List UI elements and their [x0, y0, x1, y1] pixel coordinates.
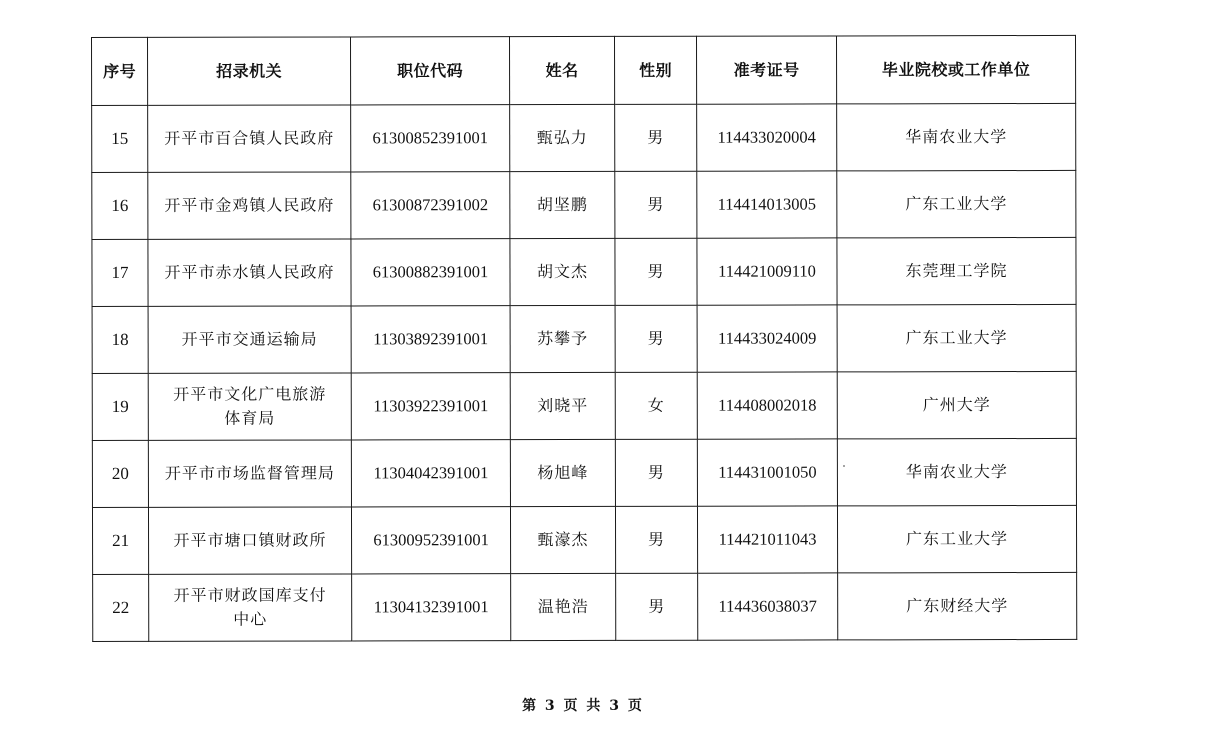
table-body	[92, 103, 1077, 641]
cell-position-code: 61300952391001	[351, 507, 510, 574]
table-row	[92, 371, 1076, 440]
cell-position-code: 61300872391002	[351, 172, 510, 239]
cell-agency	[148, 373, 351, 440]
cell-gender: 男	[615, 439, 697, 506]
agency-line: 开平市塘口镇财政所	[173, 530, 327, 550]
cell-name: 杨旭峰	[510, 439, 615, 506]
agency-line: 开平市市场监督管理局	[164, 463, 335, 483]
cell-name: 温艳浩	[511, 573, 616, 640]
cell-gender: 男	[615, 305, 697, 372]
cell-name: 甄弘力	[510, 104, 615, 171]
header-exam-id: 准考证号	[696, 36, 836, 104]
cell-school: 广州大学	[837, 371, 1076, 439]
cell-school: 广东财经大学	[838, 572, 1077, 640]
cell-seq: 17	[92, 239, 148, 306]
cell-exam-id: 114436038037	[698, 573, 838, 640]
cell-agency	[148, 105, 351, 172]
cell-school: 广东工业大学	[837, 505, 1076, 573]
header-agency: 招录机关	[148, 37, 351, 105]
cell-school: 华南农业大学	[837, 103, 1076, 171]
cell-gender: 男	[615, 171, 697, 238]
cell-school: 广东工业大学	[837, 304, 1076, 372]
cell-name: 胡文杰	[510, 238, 615, 305]
cell-position-code: 11304042391001	[351, 440, 510, 507]
table-row	[92, 304, 1076, 373]
header-school: 毕业院校或工作单位	[836, 35, 1075, 104]
cell-position-code: 61300852391001	[351, 105, 510, 172]
cell-exam-id: 114414013005	[697, 171, 837, 238]
cell-name: 苏攀予	[510, 305, 615, 372]
page-number: 第 3 页 共 3 页	[522, 698, 644, 714]
cell-exam-id: 114421011043	[697, 506, 837, 573]
cell-exam-id: 114433024009	[697, 305, 837, 372]
cell-gender: 男	[615, 506, 697, 573]
header-position-code: 职位代码	[351, 37, 510, 105]
cell-seq: 15	[92, 105, 148, 172]
table-row	[92, 103, 1076, 172]
table-row	[93, 572, 1077, 641]
candidate-table	[91, 35, 1077, 642]
cell-name: 甄濠杰	[510, 506, 615, 573]
cell-seq: 19	[92, 373, 148, 440]
table-row	[92, 237, 1076, 306]
cell-position-code: 11304132391001	[352, 574, 511, 641]
table-row	[92, 438, 1076, 507]
cell-seq: 18	[92, 306, 148, 373]
cell-gender: 女	[615, 372, 697, 439]
cell-exam-id: 114433020004	[697, 104, 837, 171]
cell-school: 东莞理工学院	[837, 237, 1076, 305]
cell-gender: 男	[615, 104, 697, 171]
table-header-row	[92, 35, 1076, 105]
cell-name: 胡坚鹏	[510, 171, 615, 238]
agency-line: 开平市百合镇人民政府	[164, 128, 335, 148]
scan-speck	[843, 465, 845, 467]
cell-gender: 男	[615, 238, 697, 305]
cell-agency	[148, 239, 351, 306]
cell-exam-id: 114431001050	[697, 439, 837, 506]
cell-agency	[148, 172, 351, 239]
cell-seq: 20	[92, 440, 148, 507]
cell-exam-id: 114421009110	[697, 238, 837, 305]
cell-name: 刘晓平	[510, 372, 615, 439]
table-row	[92, 170, 1076, 239]
agency-line: 中心	[233, 609, 268, 629]
cell-school: 广东工业大学	[837, 170, 1076, 238]
cell-position-code: 61300882391001	[351, 239, 510, 306]
cell-gender: 男	[616, 573, 698, 640]
header-seq: 序号	[92, 37, 148, 105]
cell-seq: 16	[92, 172, 148, 239]
header-gender: 性别	[614, 36, 696, 104]
cell-agency	[149, 574, 352, 641]
cell-school: 华南农业大学	[837, 438, 1076, 506]
table-row	[92, 505, 1076, 574]
agency-line: 开平市赤水镇人民政府	[164, 262, 335, 282]
cell-agency	[148, 507, 351, 574]
agency-line: 开平市金鸡镇人民政府	[164, 195, 335, 215]
header-name: 姓名	[510, 36, 615, 104]
cell-seq: 22	[93, 574, 149, 641]
cell-position-code: 11303892391001	[351, 306, 510, 373]
agency-line: 开平市文化广电旅游	[173, 384, 327, 404]
agency-line: 体育局	[224, 408, 276, 428]
agency-line: 开平市交通运输局	[181, 329, 318, 349]
cell-exam-id: 114408002018	[697, 372, 837, 439]
agency-line: 开平市财政国库支付	[173, 585, 327, 605]
cell-agency	[148, 440, 351, 507]
cell-seq: 21	[92, 507, 148, 574]
cell-agency	[148, 306, 351, 373]
cell-position-code: 11303922391001	[351, 373, 510, 440]
